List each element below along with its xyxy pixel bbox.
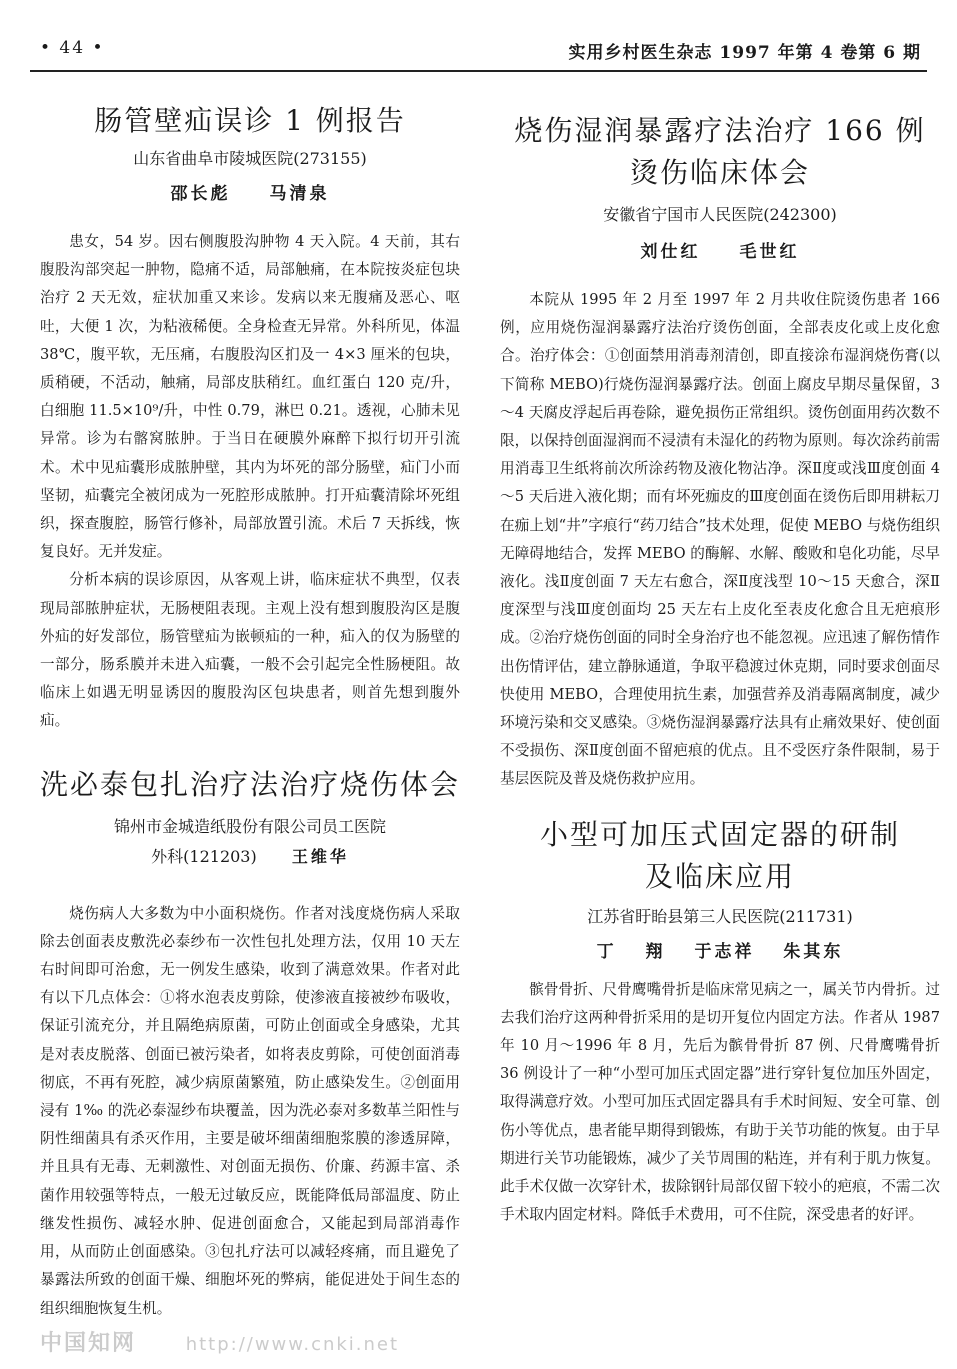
article4-title-line2: 及临床应用 — [644, 859, 795, 893]
article2-body — [40, 900, 460, 1323]
right-column — [500, 80, 940, 1229]
article4-title-line1: 小型可加压式固定器的研制 — [539, 817, 900, 851]
article2-affiliation-line2 — [40, 844, 460, 870]
article2-paragraph: 烧伤病人大多数为中小面积烧伤。作者对浅度烧伤病人采取除去创面表皮敷洗必泰纱布一次性包扎处理方法，仅用 10 天左右时间即可治愈，无一例发生感染，收到了满意效果。作者对此有以下几点体会：①将水泡表皮剪除，使渗液直接被纱布吸收，保证引流充分，并且隔绝病原菌，可防止创面或全身感染，尤其是对表皮脱落、创面已被污染者，如将表皮剪除，可使创面消毒彻底，不再有死腔，减少病原菌繁殖，防止感染发生。②创面用浸有 1‰ 的洗必泰湿纱布块覆盖，因为洗必泰对多数革兰阳性与阴性细菌具有杀灭作用，主要是破坏细菌细胞浆膜的渗透屏障，并且具有无毒、无刺激性、对创面无损伤、价廉、药源丰富、杀菌作用较强等特点，一般无过敏反应，既能降低局部温度、防止继发性损伤、减轻水肿、促进创面愈合，又能起到局部消毒作用，从而防止创面感染。③包扎疗法可以减轻疼痛，而且避免了暴露法所致的创面干燥、细胞坏死的弊病，能促进处于间生态的组织细胞恢复生机。 — [40, 904, 460, 1317]
watermark-text: 中国知网 — [40, 1331, 137, 1356]
article1-body — [40, 228, 460, 736]
article2-affiliation-line1: 锦州市金城造纸股份有限公司员工医院 — [113, 816, 386, 836]
article1-title: 肠管壁疝误诊 1 例报告 — [94, 104, 406, 137]
article1-authors: 邵长彪 马清泉 — [170, 184, 330, 204]
article4-paragraph: 髌骨骨折、尺骨鹰嘴骨折是临床常见病之一，属关节内骨折。过去我们治疗这两种骨折采用的是切开复位内固定方法。作者从 1987 年 10 月～1996 年 8 月，先后为髌骨骨折 87 例、尺骨鹰嘴骨折 36 例设计了一种“小型可加压式固定器”进行穿针复位加压外固定，取得满意疗效。小型可加压式固定器具有手术时间短、安全可靠、创伤小等优点，患者能早期得到锻炼，有助于关节功能的恢复。由于早期进行关节功能锻炼，减少了关节周围的粘连，并有利于肌力恢复。此手术仅做一次穿针术，拔除钢针局部仅留下较小的疤痕，不需二次手术取内固定材料。降低手术费用，可不住院，深受患者的好评。 — [500, 980, 940, 1224]
left-column — [40, 80, 460, 1323]
article4-authors: 丁 翔 于志祥 朱其东 — [596, 941, 844, 962]
article3-authors: 刘仕红 毛世红 — [640, 242, 800, 262]
article3-affiliation: 安徽省宁国市人民医院(242300) — [603, 205, 837, 224]
journal-header: 实用乡村医生杂志 1997 年第 4 卷第 6 期 — [568, 43, 921, 63]
article4-affiliation: 江苏省盱眙县第三人民医院(211731) — [587, 906, 853, 926]
article3-title-line2: 烫伤临床体会 — [629, 156, 810, 189]
article2-department: 外科(121203) — [151, 846, 257, 866]
article1-paragraph: 患女，54 岁。因右侧腹股沟肿物 4 天入院。4 天前，其右腹股沟部突起一肿物，隐痛不适，局部触痛，在本院按炎症包块治疗 2 天无效，症状加重又来诊。发病以来无腹痛及恶心、呕吐，大便 1 次，为粘液稀便。全身检查无异常。外科所见，体温 38℃，腹平软，无压痛，右腹股沟区扪及一 4×3 厘米的包块，质稍硬，不活动，触痛，局部皮肤稍红。血红蛋白 120 克/升，白细胞 11.5×10⁹/升，中性 0.79，淋巴 0.21。透视，心肺未见异常。诊为右髂窝脓肿。于当日在硬膜外麻醉下拟行切开引流术。术中见疝囊形成脓肿壁，其内为坏死的部分肠壁，疝门小而坚韧，疝囊完全被闭成为一死腔形成脓肿。打开疝囊清除坏死组织，探查腹腔，肠管行修补，局部放置引流。术后 7 天拆线，恢复良好。无并发症。 — [40, 233, 460, 561]
article3-body — [500, 286, 940, 794]
article2-title: 洗必泰包扎治疗法治疗烧伤体会 — [40, 767, 461, 801]
article2-author: 王维华 — [291, 846, 349, 866]
cnki-watermark — [40, 1326, 399, 1357]
watermark-url: http://www.cnki.net — [185, 1334, 400, 1355]
header-rule — [30, 70, 927, 72]
article1-paragraph: 分析本病的误诊原因，从客观上讲，临床症状不典型，仅表现局部脓肿症状，无肠梗阻表现。主观上没有想到腹股沟区是腹外疝的好发部位，肠管壁疝为嵌顿疝的一种，疝入的仅为肠壁的一部分，肠系膜并未进入疝囊，一般不会引起完全性肠梗阻。故临床上如遇无明显诱因的腹股沟区包块患者，则首先想到腹外疝。 — [40, 571, 460, 730]
page-number: • 44 • — [40, 38, 105, 58]
article3-title-line1: 烧伤湿润暴露疗法治疗 166 例 — [514, 114, 926, 147]
article1-affiliation: 山东省曲阜市陵城医院(273155) — [133, 149, 367, 168]
article4-body — [500, 976, 940, 1230]
article3-paragraph: 本院从 1995 年 2 月至 1997 年 2 月共收住院烫伤患者 166 例，应用烧伤湿润暴露疗法治疗烫伤创面，全部表皮化或上皮化愈合。治疗体会：①创面禁用消毒剂清创，即直接涂布湿润烧伤膏(以下简称 MEBO)行烧伤湿润暴露疗法。创面上腐皮早期尽量保留，3～4 天腐皮浮起后再卷除，避免损伤正常组织。烫伤创面用药次数不限，以保持创面湿润而不浸渍有未湿化的药物为原则。每次涂药前需用消毒卫生纸将前次所涂药物及液化物沾净。深Ⅱ度或浅Ⅲ度创面 4～5 天后进入液化期；而有坏死痂皮的Ⅲ度创面在烫伤后即用耕耘刀在痂上划“井”字痕行“药刀结合”技术处理，促使 MEBO 与烧伤组织无障碍地结合，发挥 MEBO 的酶解、水解、酸败和皂化功能，尽早液化。浅Ⅱ度创面 7 天左右愈合，深Ⅱ度浅型 10～15 天愈合，深Ⅱ度深型与浅Ⅲ度创面均 25 天左右上皮化至表皮化愈合且无疤痕形成。②治疗烧伤创面的同时全身治疗也不能忽视。应迅速了解伤情作出伤情评估，建立静脉通道，争取平稳渡过休克期，同时要求创面尽快使用 MEBO，合理使用抗生素，加强营养及消毒隔离制度，减少环境污染和交叉感染。③烧伤湿润暴露疗法具有止痛效果好、使创面不受损伤、深Ⅱ度创面不留疤痕的优点。且不受医疗条件限制，易于基层医院及普及烧伤救护应用。 — [500, 291, 940, 788]
